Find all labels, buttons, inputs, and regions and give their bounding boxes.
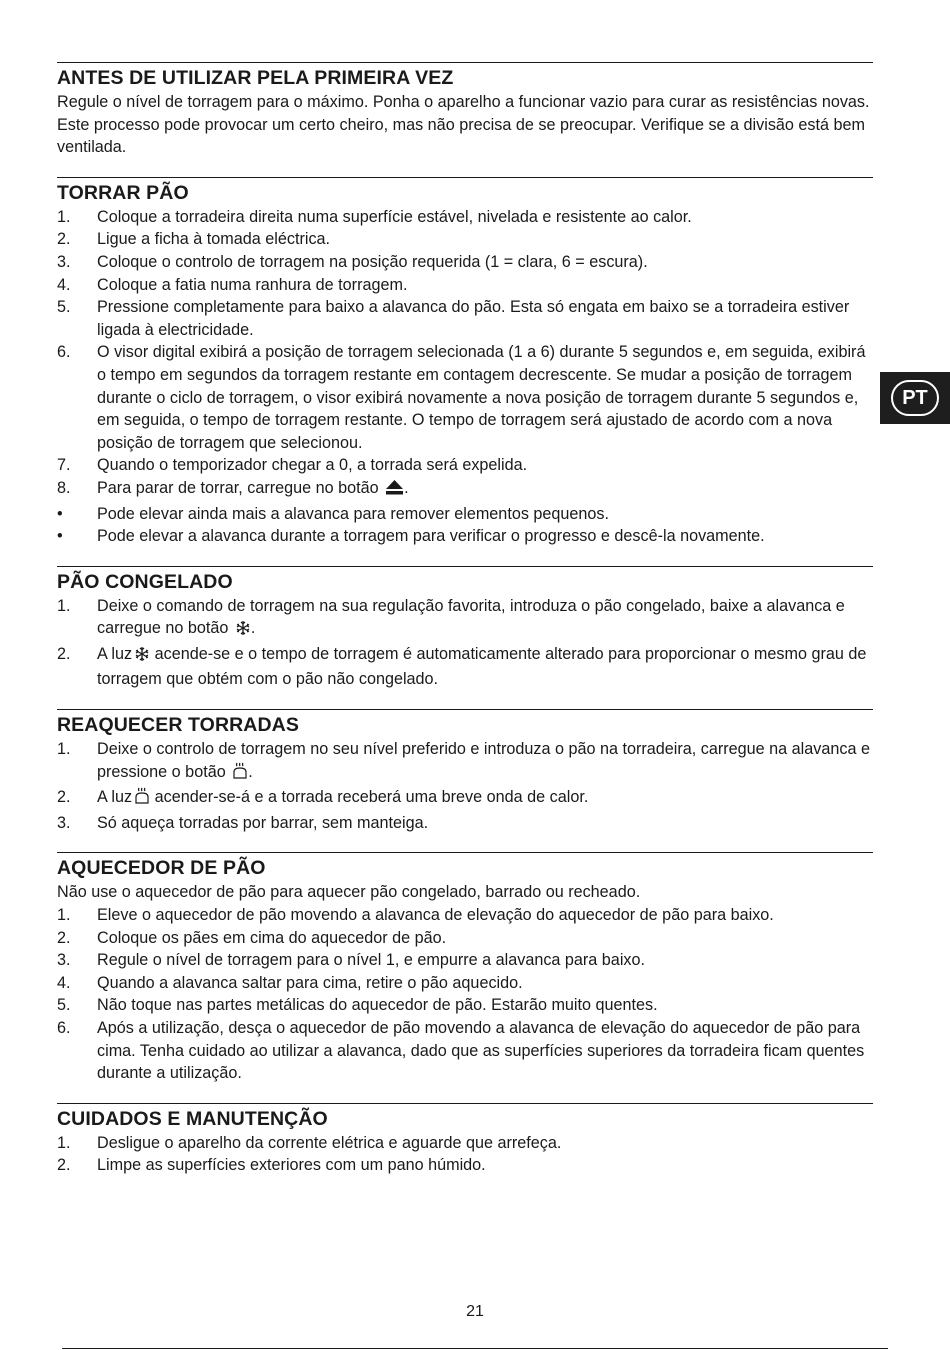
eject-icon	[385, 479, 404, 503]
list-item	[57, 1154, 873, 1177]
section-heading: CUIDADOS E MANUTENÇÃO	[57, 1107, 328, 1130]
section-reheat	[57, 709, 873, 834]
section-heading: AQUECEDOR DE PÃO	[57, 857, 266, 880]
item-number: 2.	[57, 1156, 71, 1175]
list-item	[57, 972, 873, 995]
item-text: Para parar de torrar, carregue no botão	[97, 478, 379, 497]
list-item	[57, 994, 873, 1017]
list-item	[57, 1017, 873, 1085]
section-heading: PÃO CONGELADO	[57, 570, 233, 593]
list-item	[57, 738, 873, 786]
list-item	[57, 786, 873, 812]
item-number: 3.	[57, 252, 71, 271]
item-text-end: .	[250, 619, 256, 638]
section-first-use	[57, 62, 873, 159]
item-text-end: .	[248, 762, 253, 781]
list-item	[57, 949, 873, 972]
section-heading: ANTES DE UTILIZAR PELA PRIMEIRA VEZ	[57, 67, 454, 89]
bullet: •	[57, 504, 63, 523]
item-text: Pode elevar ainda mais a alavanca para remover elementos pequenos.	[97, 504, 610, 523]
list-item	[57, 274, 873, 297]
reheat-icon	[232, 762, 248, 787]
footer-divider	[62, 1348, 888, 1349]
item-number: 1.	[57, 596, 71, 615]
item-text-start: A luz	[97, 788, 133, 807]
list-item	[57, 477, 873, 503]
item-text: Ligue a ficha à tomada eléctrica.	[97, 230, 331, 249]
section-frozen-bread	[57, 566, 873, 691]
section-heading: TORRAR PÃO	[57, 181, 189, 204]
item-text: Não toque nas partes metálicas do aquecedor de pão. Estarão muito quentes.	[97, 996, 658, 1015]
section-bread-warmer	[57, 852, 873, 1084]
item-number: 4.	[57, 275, 71, 294]
list-item	[57, 228, 873, 251]
snowflake-icon	[235, 620, 251, 643]
list-item	[57, 525, 873, 548]
item-text: acende-se e o tempo de torragem é automaticamente alterado para proporcionar o mesmo grau de torragem que obtém com o pão não congelado.	[97, 644, 867, 689]
item-text: Coloque a fatia numa ranhura de torragem.	[97, 275, 408, 294]
list-item	[57, 927, 873, 950]
item-number: 4.	[57, 973, 71, 992]
item-number: 1.	[57, 740, 71, 759]
item-number: 8.	[57, 478, 71, 497]
list-item	[57, 812, 873, 835]
list-item	[57, 1132, 873, 1155]
item-number: 2.	[57, 230, 71, 249]
item-text: acender-se-á e a torrada receberá uma breve onda de calor.	[154, 788, 589, 807]
item-number: 5.	[57, 298, 71, 317]
list-item	[57, 454, 873, 477]
language-badge: PT	[891, 380, 939, 416]
item-text: Limpe as superfícies exteriores com um pano húmido.	[97, 1156, 486, 1175]
list-item	[57, 206, 873, 229]
section-intro: Regule o nível de torragem para o máximo. Ponha o aparelho a funcionar vazio para curar as resistências novas. Este processo pode provocar um certo cheiro, mas não precisa de se preocupar. Verifique se a divisão está bem ventilada.	[57, 93, 870, 157]
item-text: Coloque o controlo de torragem na posição requerida (1 = clara, 6 = escura).	[97, 252, 648, 271]
item-text: Quando o temporizador chegar a 0, a torrada será expelida.	[97, 456, 528, 475]
list-item	[57, 643, 873, 691]
section-toasting	[57, 177, 873, 548]
list-item	[57, 296, 873, 341]
item-number: 2.	[57, 928, 71, 947]
item-text: Após a utilização, desça o aquecedor de pão movendo a alavanca de elevação do aquecedor de pão para cima. Tenha cuidado ao utilizar a alavanca, dado que as superfícies superiores da torradeira ficam quentes durante a utilização.	[97, 1019, 865, 1083]
item-number: 2.	[57, 788, 71, 807]
item-text: O visor digital exibirá a posição de torragem selecionada (1 a 6) durante 5 segundos e, em seguida, exibirá o tempo em segundos da torragem restante em contagem decrescente. Se mudar a posição de torragem durante o ciclo de torragem, o visor exibirá novamente a nova posição de torragem durante 5 segundos e, em seguida, o tempo de torragem restante. O tempo de torragem será ajustado de acordo com a nova posição de torragem que selecionou.	[97, 343, 866, 452]
list-item	[57, 904, 873, 927]
snowflake-icon	[134, 646, 150, 669]
item-number: 1.	[57, 1133, 71, 1152]
item-text: Deixe o controlo de torragem no seu nível preferido e introduza o pão na torradeira, carregue na alavanca e pressione o botão	[97, 740, 870, 781]
item-text: Desligue o aparelho da corrente elétrica e aguarde que arrefeça.	[97, 1133, 562, 1152]
language-tab	[880, 372, 950, 424]
bullet: •	[57, 527, 63, 546]
page-number: 21	[466, 1303, 484, 1320]
manual-content	[57, 62, 873, 1177]
item-text: Pode elevar a alavanca durante a torragem para verificar o progresso e descê-la novamente.	[97, 527, 765, 546]
item-number: 1.	[57, 906, 71, 925]
item-text-end: .	[404, 478, 409, 497]
item-text: Coloque a torradeira direita numa superfície estável, nivelada e resistente ao calor.	[97, 207, 692, 226]
item-number: 3.	[57, 951, 71, 970]
item-number: 5.	[57, 996, 71, 1015]
item-text: Quando a alavanca saltar para cima, retire o pão aquecido.	[97, 973, 523, 992]
item-text: Regule o nível de torragem para o nível 1, e empurre a alavanca para baixo.	[97, 951, 646, 970]
list-item	[57, 503, 873, 526]
item-text: Coloque os pães em cima do aquecedor de pão.	[97, 928, 447, 947]
item-number: 2.	[57, 644, 71, 663]
item-number: 1.	[57, 207, 71, 226]
list-item	[57, 595, 873, 643]
item-number: 6.	[57, 1019, 71, 1037]
item-text: Pressione completamente para baixo a alavanca do pão. Esta só engata em baixo se a torradeira estiver ligada à electricidade.	[97, 298, 850, 339]
item-text-start: A luz	[97, 644, 133, 663]
list-item	[57, 251, 873, 274]
reheat-icon	[134, 787, 150, 812]
section-care	[57, 1103, 873, 1177]
section-intro: Não use o aquecedor de pão para aquecer pão congelado, barrado ou recheado.	[57, 883, 641, 902]
item-text: Só aqueça torradas por barrar, sem manteiga.	[97, 813, 429, 832]
item-number: 3.	[57, 813, 71, 832]
list-item	[57, 341, 873, 454]
item-number: 7.	[57, 456, 71, 475]
item-number: 6.	[57, 343, 71, 362]
item-text: Deixe o comando de torragem na sua regulação favorita, introduza o pão congelado, baixe a alavanca e carregue no botão	[97, 596, 845, 638]
section-heading: REAQUECER TORRADAS	[57, 714, 299, 737]
item-text: Eleve o aquecedor de pão movendo a alavanca de elevação do aquecedor de pão para baixo.	[97, 906, 774, 925]
